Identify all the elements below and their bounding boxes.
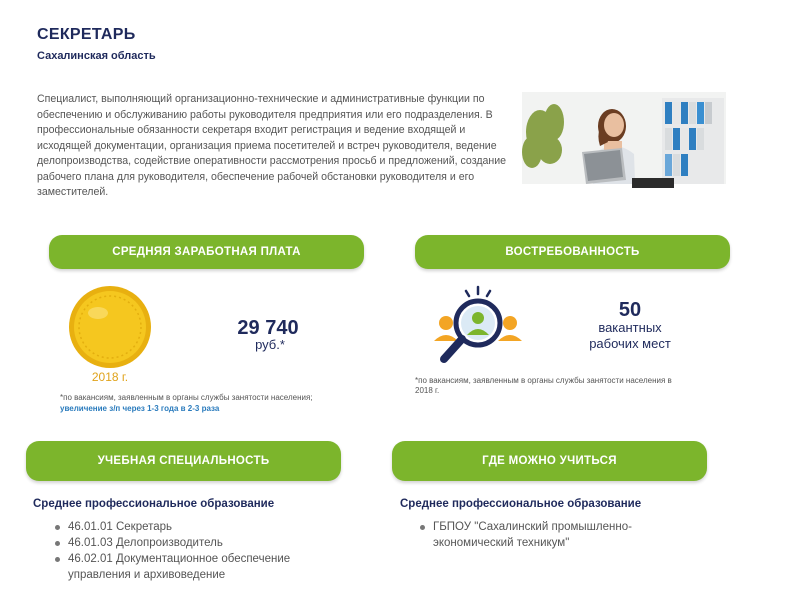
specialty-item: 46.02.01 Документационное обеспечение xyxy=(51,551,371,567)
demand-heading: ВОСТРЕБОВАННОСТЬ xyxy=(415,235,730,269)
study-item: ГБПОУ "Сахалинский промышленно- xyxy=(416,519,736,535)
demand-footnote-line1: *по вакансиям, заявленным в органы службы занятости населения в xyxy=(415,376,672,385)
salary-value: 29 740 xyxy=(237,317,299,339)
salary-year: 2018 г. xyxy=(91,370,129,384)
demand-footnote xyxy=(415,376,745,396)
specialty-heading: УЧЕБНАЯ СПЕЦИАЛЬНОСТЬ xyxy=(26,441,341,481)
vacancy-count: 50 xyxy=(618,299,642,321)
specialty-item: 46.01.01 Секретарь xyxy=(51,519,371,535)
secretary-photo xyxy=(522,92,726,208)
salary-unit: руб.* xyxy=(255,337,285,352)
salary-heading: СРЕДНЯЯ ЗАРАБОТНАЯ ПЛАТА xyxy=(49,235,364,269)
salary-footnote: *по вакансиям, заявленным в органы службы занятости населения; xyxy=(60,393,313,402)
specialty-subheading: Среднее профессиональное образование xyxy=(33,498,275,510)
specialty-list xyxy=(51,519,371,583)
profession-description: Специалист, выполняющий организационно-технические и административные функции по обеспечению и обслуживанию работы руководителя предприятия или его подразделения. В профессиональные обязанности секретаря входит регистрация и ведение входящей и исходящей документации, организация приема посетителей и встреч руководителя, ведение делопроизводства, содействие оперативности рассмотрения просьб и предложений, создание рабочего плана для руководителя, обеспечение рабочей обстановки руководителя и его заместителей. xyxy=(37,93,507,198)
study-list xyxy=(416,519,736,551)
study-subheading: Среднее профессиональное образование xyxy=(400,498,642,510)
people-magnifier-icon xyxy=(430,285,526,367)
salary-growth-note: увеличение з/п через 1-3 года в 2-3 раза xyxy=(60,404,220,413)
demand-footnote-line2: 2018 г. xyxy=(415,386,440,395)
vacancy-label-line2: рабочих мест xyxy=(589,336,671,351)
specialty-item-continuation: управления и архивоведение xyxy=(68,569,226,581)
vacancy-label-line1: вакантных xyxy=(598,320,662,335)
study-item-continuation: экономический техникум" xyxy=(433,537,570,549)
vacancy-label xyxy=(570,320,690,352)
study-heading: ГДЕ МОЖНО УЧИТЬСЯ xyxy=(392,441,707,481)
region-subtitle: Сахалинская область xyxy=(37,50,156,62)
page-title: СЕКРЕТАРЬ xyxy=(37,26,136,43)
gold-coin-icon xyxy=(68,285,152,369)
specialty-item: 46.01.03 Делопроизводитель xyxy=(51,535,371,551)
